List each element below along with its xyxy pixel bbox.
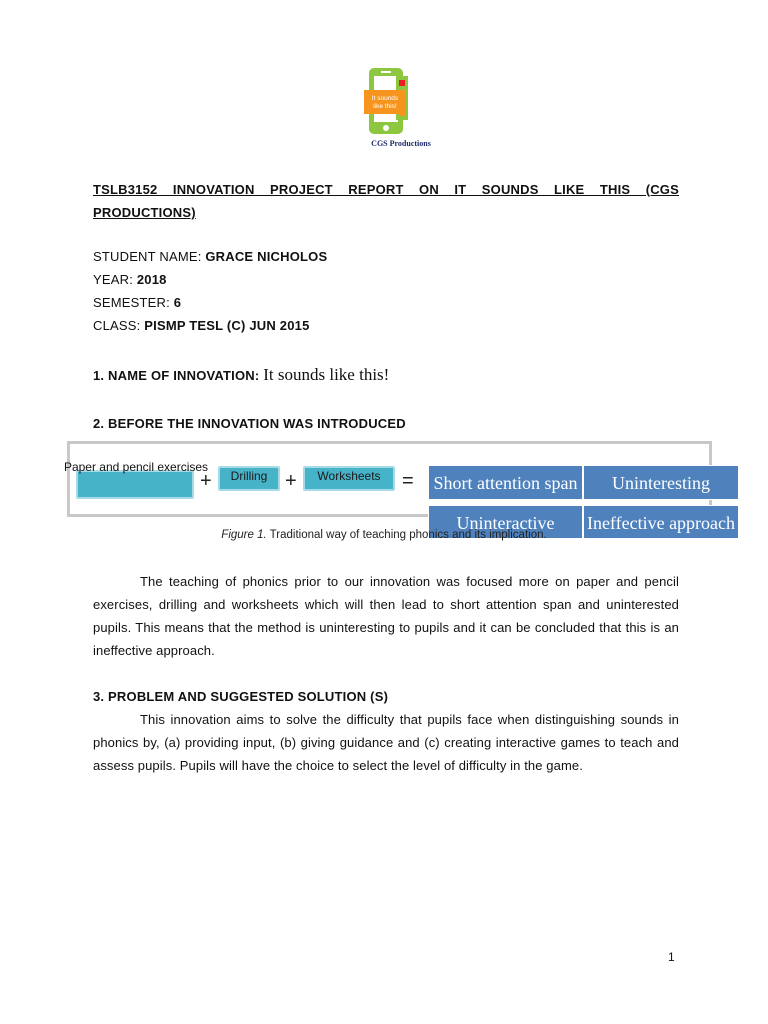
paragraph-3-text: This innovation aims to solve the difficulty that pupils face when distinguishing sounds in phonics by, (a) providing input, (b) giving guidance and (c) creating interactive games to teach and assess pupils. Pupils will have the choice to select the level of difficulty in the game. [93, 712, 679, 773]
semester-label: SEMESTER: [93, 295, 174, 310]
paper-pencil-label: Paper and pencil exercises [63, 460, 209, 474]
year-line [93, 272, 167, 288]
drilling-label: Drilling [230, 469, 268, 483]
innovation-name: It sounds like this! [263, 365, 390, 384]
worksheets-box [303, 466, 395, 491]
paper-pencil-box [76, 470, 194, 499]
paragraph-problem-solution [93, 708, 679, 777]
class-line [93, 318, 310, 334]
outcome-uninteractive: Uninteractive [428, 505, 583, 539]
logo-caption: CGS Productions [371, 139, 431, 148]
plus-sign-1: + [200, 470, 212, 492]
year-label: YEAR: [93, 272, 137, 287]
year-value: 2018 [136, 272, 167, 287]
svg-text:like this!: like this! [373, 103, 397, 110]
paragraph-1-text: The teaching of phonics prior to our innovation was focused more on paper and pencil exercises, drilling and worksheets which will then lead to short attention span and uninterested pupils. This means that the method is uninteresting to pupils and it can be concluded that this is an ineffective approach. [93, 574, 679, 658]
page-number: 1 [668, 950, 675, 964]
class-value: PISMP TESL (C) JUN 2015 [144, 318, 310, 333]
outcome-short-attention-span: Short attention span [428, 465, 583, 500]
worksheets-label: Worksheets [317, 469, 381, 483]
class-label: CLASS: [93, 318, 145, 333]
outcome-uninteresting: Uninteresting [583, 465, 739, 500]
paragraph-before-innovation [93, 570, 679, 662]
figure-caption [0, 529, 768, 541]
section-1-label: 1. NAME OF INNOVATION: [93, 368, 260, 383]
equals-sign: = [402, 470, 414, 492]
section-1-heading [93, 365, 389, 385]
section-3-heading: 3. PROBLEM AND SUGGESTED SOLUTION (S) [93, 689, 389, 704]
svg-text:It sounds: It sounds [371, 95, 399, 102]
figure-caption-label: Figure 1. [221, 529, 267, 541]
cgs-productions-logo [356, 62, 446, 154]
figure-caption-text: Traditional way of teaching phonics and its implication. [266, 529, 547, 541]
outcome-ineffective-approach: Ineffective approach [583, 505, 739, 539]
student-name-line [93, 249, 327, 265]
phone-logo-icon [356, 62, 446, 138]
plus-sign-2: + [285, 470, 297, 492]
report-title: TSLB3152 INNOVATION PROJECT REPORT ON IT SOUNDS LIKE THIS (CGS PRODUCTIONS) [93, 182, 679, 220]
semester-value: 6 [173, 295, 182, 310]
student-name-value: GRACE NICHOLOS [205, 249, 328, 264]
drilling-box [218, 466, 280, 491]
student-name-label: STUDENT NAME: [93, 249, 206, 264]
section-2-heading: 2. BEFORE THE INNOVATION WAS INTRODUCED [93, 416, 406, 431]
semester-line [93, 295, 181, 311]
